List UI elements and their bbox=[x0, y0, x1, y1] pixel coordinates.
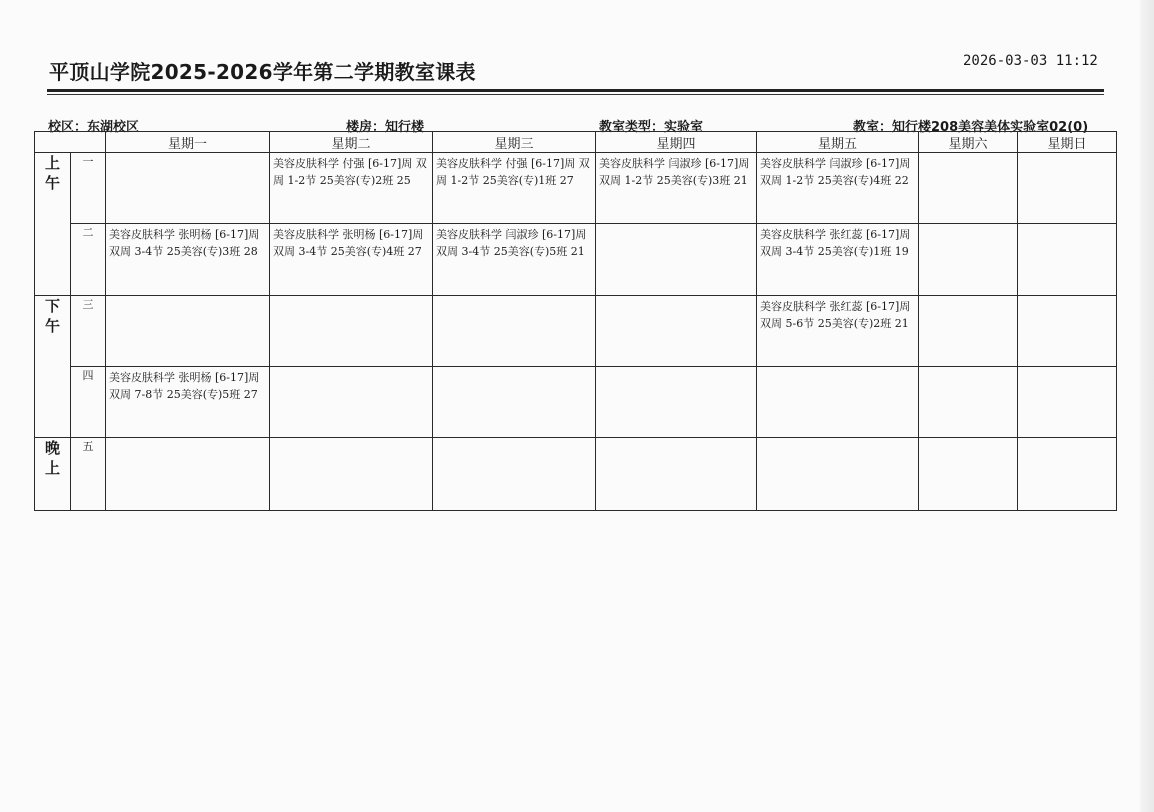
course-entry bbox=[596, 296, 756, 298]
course-entry: 美容皮肤科学 张明杨 [6-17]周 双周 3-4节 25美容(专)4班 27 bbox=[273, 228, 424, 258]
group-morning-line1: 上 bbox=[44, 154, 60, 172]
schedule-cell[interactable] bbox=[433, 224, 596, 296]
schedule-cell[interactable] bbox=[919, 367, 1018, 438]
course-entry bbox=[433, 438, 595, 440]
schedule-cell[interactable] bbox=[757, 367, 919, 438]
campus-info: 校区：东湖校区 bbox=[48, 120, 140, 135]
schedule-cell[interactable] bbox=[1018, 296, 1117, 367]
course-entry bbox=[1018, 438, 1116, 440]
period-label: 三 bbox=[71, 296, 106, 367]
course-entry bbox=[270, 438, 432, 440]
page-title: 平顶山学院2025-2026学年第二学期教室课表 bbox=[49, 60, 476, 84]
course-entry bbox=[433, 367, 595, 369]
corner-cell bbox=[35, 132, 106, 153]
schedule-cell[interactable] bbox=[596, 438, 757, 511]
schedule-cell[interactable] bbox=[1018, 367, 1117, 438]
group-morning bbox=[35, 153, 71, 296]
schedule-cell[interactable] bbox=[106, 367, 270, 438]
course-entry bbox=[596, 224, 756, 226]
schedule-cell[interactable] bbox=[1018, 224, 1117, 296]
schedule-cell[interactable] bbox=[757, 153, 919, 224]
period-label: 四 bbox=[71, 367, 106, 438]
course-entry bbox=[106, 296, 269, 298]
course-entry bbox=[1018, 296, 1116, 298]
course-entry bbox=[919, 296, 1017, 298]
schedule-cell[interactable] bbox=[433, 438, 596, 511]
schedule-cell[interactable] bbox=[596, 367, 757, 438]
header-rule-thin bbox=[47, 94, 1104, 95]
course-entry bbox=[919, 153, 1017, 155]
period-label: 五 bbox=[71, 438, 106, 511]
course-entry: 美容皮肤科学 付强 [6-17]周 双周 1-2节 25美容(专)2班 25 bbox=[273, 157, 427, 187]
course-entry bbox=[106, 438, 269, 440]
period-row-4 bbox=[35, 367, 1117, 438]
building-info: 楼房：知行楼 bbox=[346, 120, 425, 135]
course-entry bbox=[270, 367, 432, 369]
group-afternoon-line2: 午 bbox=[44, 317, 60, 335]
schedule-cell[interactable] bbox=[270, 153, 433, 224]
schedule-cell[interactable] bbox=[1018, 438, 1117, 511]
period-label: 一 bbox=[71, 153, 106, 224]
course-entry: 美容皮肤科学 闫淑珍 [6-17]周 双周 1-2节 25美容(专)3班 21 bbox=[599, 157, 750, 187]
course-entry bbox=[919, 367, 1017, 369]
schedule-cell[interactable] bbox=[919, 224, 1018, 296]
course-entry: 美容皮肤科学 闫淑珍 [6-17]周 双周 3-4节 25美容(专)5班 21 bbox=[436, 228, 587, 258]
day-header-tue: 星期二 bbox=[270, 132, 433, 153]
schedule-cell[interactable] bbox=[919, 153, 1018, 224]
schedule-cell[interactable] bbox=[270, 438, 433, 511]
day-header-sun: 星期日 bbox=[1018, 132, 1117, 153]
schedule-cell[interactable] bbox=[106, 153, 270, 224]
course-entry bbox=[757, 438, 918, 440]
course-entry bbox=[1018, 224, 1116, 226]
scan-edge bbox=[1140, 0, 1154, 812]
schedule-cell[interactable] bbox=[433, 296, 596, 367]
day-header-wed: 星期三 bbox=[433, 132, 596, 153]
course-entry: 美容皮肤科学 张明杨 [6-17]周 双周 7-8节 25美容(专)5班 27 bbox=[109, 371, 260, 401]
room-info: 教室：知行楼208美容美体实验室02(0) bbox=[853, 120, 1089, 135]
period-row-5 bbox=[35, 438, 1117, 511]
group-morning-line2: 午 bbox=[44, 174, 60, 192]
schedule-cell[interactable] bbox=[919, 296, 1018, 367]
day-header-thu: 星期四 bbox=[596, 132, 757, 153]
day-header-sat: 星期六 bbox=[919, 132, 1018, 153]
schedule-cell[interactable] bbox=[757, 438, 919, 511]
schedule-cell[interactable] bbox=[757, 296, 919, 367]
period-row-3 bbox=[35, 296, 1117, 367]
schedule-cell[interactable] bbox=[106, 296, 270, 367]
group-afternoon-line1: 下 bbox=[44, 297, 60, 315]
course-entry bbox=[596, 367, 756, 369]
course-entry bbox=[433, 296, 595, 298]
day-header-fri: 星期五 bbox=[757, 132, 919, 153]
print-timestamp: 2026-03-03 11:12 bbox=[963, 53, 1098, 69]
day-header-mon: 星期一 bbox=[106, 132, 270, 153]
course-entry bbox=[1018, 153, 1116, 155]
course-entry: 美容皮肤科学 闫淑珍 [6-17]周 双周 1-2节 25美容(专)4班 22 bbox=[760, 157, 911, 187]
course-entry bbox=[270, 296, 432, 298]
header-rule-thick bbox=[47, 89, 1104, 92]
schedule-cell[interactable] bbox=[270, 367, 433, 438]
schedule-cell[interactable] bbox=[919, 438, 1018, 511]
schedule-cell[interactable] bbox=[1018, 153, 1117, 224]
schedule-cell[interactable] bbox=[433, 153, 596, 224]
course-entry bbox=[757, 367, 918, 369]
course-entry: 美容皮肤科学 付强 [6-17]周 双周 1-2节 25美容(专)1班 27 bbox=[436, 157, 590, 187]
group-evening-line2: 上 bbox=[44, 459, 60, 477]
course-entry bbox=[1018, 367, 1116, 369]
course-entry bbox=[919, 438, 1017, 440]
course-entry bbox=[596, 438, 756, 440]
schedule-cell[interactable] bbox=[596, 224, 757, 296]
schedule-cell[interactable] bbox=[270, 296, 433, 367]
schedule-cell[interactable] bbox=[596, 296, 757, 367]
group-evening-line1: 晚 bbox=[44, 439, 60, 457]
timetable bbox=[34, 131, 1117, 511]
schedule-cell[interactable] bbox=[106, 438, 270, 511]
course-entry: 美容皮肤科学 张明杨 [6-17]周 双周 3-4节 25美容(专)3班 28 bbox=[109, 228, 260, 258]
schedule-cell[interactable] bbox=[270, 224, 433, 296]
schedule-cell[interactable] bbox=[757, 224, 919, 296]
schedule-cell[interactable] bbox=[106, 224, 270, 296]
schedule-cell[interactable] bbox=[596, 153, 757, 224]
room-type-info: 教室类型：实验室 bbox=[599, 120, 704, 135]
day-header-row bbox=[35, 132, 1117, 153]
course-entry bbox=[106, 153, 269, 155]
course-entry: 美容皮肤科学 张红蕊 [6-17]周 双周 5-6节 25美容(专)2班 21 bbox=[760, 300, 911, 330]
group-afternoon bbox=[35, 296, 71, 438]
period-row-1 bbox=[35, 153, 1117, 224]
course-entry bbox=[919, 224, 1017, 226]
group-evening bbox=[35, 438, 71, 511]
schedule-cell[interactable] bbox=[433, 367, 596, 438]
period-label: 二 bbox=[71, 224, 106, 296]
course-entry: 美容皮肤科学 张红蕊 [6-17]周 双周 3-4节 25美容(专)1班 19 bbox=[760, 228, 911, 258]
period-row-2 bbox=[35, 224, 1117, 296]
